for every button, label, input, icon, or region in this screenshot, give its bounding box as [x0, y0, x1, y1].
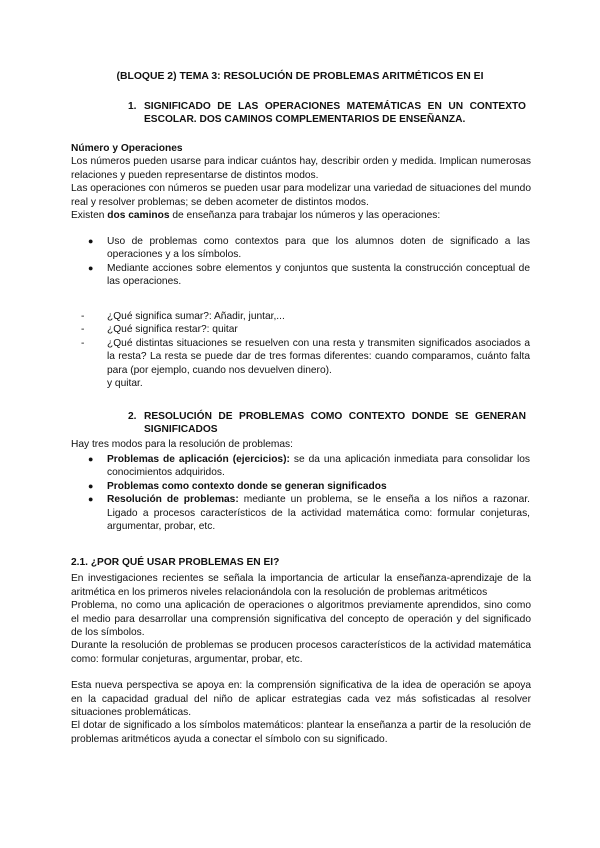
paragraph: Problema, no como una aplicación de operaciones o algoritmos previamente aprendidos, sino como el medio para desarrollar una comprensión significativa del concepto de operación y del significado de los símbolos.	[71, 600, 531, 639]
list-item-text: Mediante acciones sobre elementos y conjuntos que sustenta la construcción conceptual de las operaciones.	[107, 262, 530, 288]
list-item	[81, 337, 530, 377]
list-item	[81, 310, 530, 323]
list-item-text: se da una aplicación inmediata para consolidar los conocimientos adquiridos.	[107, 454, 531, 479]
list-item-text: y quitar.	[107, 378, 143, 390]
section-1-number: 1.	[128, 101, 137, 112]
list-item-bold: Problemas de aplicación (ejercicios):	[107, 454, 290, 465]
list-item-continuation	[107, 377, 530, 390]
paragraph: Esta nueva perspectiva se apoya en: la comprensión significativa de la idea de operación se apoya en la capacidad gradual del niño de aplicar estrategias cada vez más sofisticadas al resolver situaciones problemáticas.	[71, 680, 531, 719]
section-2-heading	[128, 410, 526, 437]
section-2-intro: Hay tres modos para la resolución de problemas:	[71, 439, 293, 450]
list-item-bold: Resolución de problemas:	[107, 494, 239, 506]
paragraph-dos-caminos	[71, 209, 531, 222]
bullet-icon: ●	[88, 480, 94, 491]
section-1-heading	[128, 100, 526, 127]
list-item-bold: Problemas como contexto donde se generan significados	[107, 480, 387, 492]
bullet-icon: ●	[88, 494, 94, 505]
text-span: de enseñanza para trabajar los números y las operaciones:	[169, 210, 441, 222]
section-2-1-heading: 2.1. ¿POR QUÉ USAR PROBLEMAS EN EI?	[71, 557, 280, 568]
section-1-heading-text: SIGNIFICADO DE LAS OPERACIONES MATEMÁTICAS EN UN CONTEXTO ESCOLAR. DOS CAMINOS COMPLEMENTARIOS DE ENSEÑANZA.	[144, 101, 526, 126]
caminos-bullet-list	[88, 235, 530, 289]
numero-operaciones-subheading: Número y Operaciones	[71, 143, 183, 154]
list-item	[88, 493, 530, 533]
list-item-text: mediante un problema, se le enseña a los niños a razonar. Ligado a procesos característicos de la actividad matemática como: formular conjeturas, argumentar, probar, etc.	[107, 494, 530, 533]
list-item	[81, 323, 530, 336]
paragraph: Las operaciones con números se pueden usar para modelizar una variedad de situaciones del mundo real y resolver problemas; se deben acometer de distintos modos.	[71, 183, 531, 208]
paragraph: En investigaciones recientes se señala la importancia de articular la enseñanza-aprendizaje de la aritmética en los primeros niveles relacionándola con la resolución de problemas aritméticos	[71, 573, 531, 598]
list-item	[88, 262, 530, 289]
paragraph: Los números pueden usarse para indicar cuántos hay, describir orden y medida. Implican numerosas relaciones y pueden representarse de distintos modos.	[71, 156, 531, 181]
problem-modes-list	[88, 453, 531, 533]
list-item-text: ¿Qué significa sumar?: Añadir, juntar,...	[107, 311, 285, 322]
section-1-body	[71, 142, 531, 222]
bold-span: dos caminos	[107, 210, 170, 222]
section-2-number: 2.	[128, 411, 137, 422]
page-title: (BLOQUE 2) TEMA 3: RESOLUCIÓN DE PROBLEMAS ARITMÉTICOS EN EI	[116, 71, 484, 82]
list-item	[88, 480, 530, 493]
bullet-icon: ●	[88, 236, 94, 246]
section-2-heading-text: RESOLUCIÓN DE PROBLEMAS COMO CONTEXTO DONDE SE GENERAN SIGNIFICADOS	[144, 411, 526, 436]
paragraph: El dotar de significado a los símbolos matemáticos: plantear la enseñanza a partir de la resolución de problemas aritméticos ayuda a conectar el símbolo con su significado.	[71, 720, 531, 745]
list-item-text: ¿Qué distintas situaciones se resuelven con una resta y transmiten significados asociados a la resta? La resta se puede dar de tres formas diferentes: cuando comparamos, cuánto falta para (por ejemplo, cuando nos devuelven dinero).	[107, 337, 530, 376]
section-2-1	[71, 556, 531, 746]
bullet-icon: ●	[88, 262, 94, 273]
dash-icon: -	[81, 311, 85, 322]
bullet-icon: ●	[88, 454, 94, 464]
question-dash-list	[81, 310, 530, 390]
list-item-text: ¿Qué significa restar?: quitar	[107, 324, 238, 336]
list-item	[88, 235, 530, 262]
text-span: Existen	[71, 210, 108, 222]
paragraph: Durante la resolución de problemas se producen procesos característicos de la actividad matemática como: formular conjeturas, argumentar, probar, etc.	[71, 640, 531, 665]
dash-icon: -	[81, 337, 85, 349]
list-item	[88, 453, 531, 480]
list-item-text: Uso de problemas como contextos para que los alumnos doten de significado a las operaciones y a los símbolos.	[107, 236, 530, 261]
dash-icon: -	[81, 324, 85, 336]
